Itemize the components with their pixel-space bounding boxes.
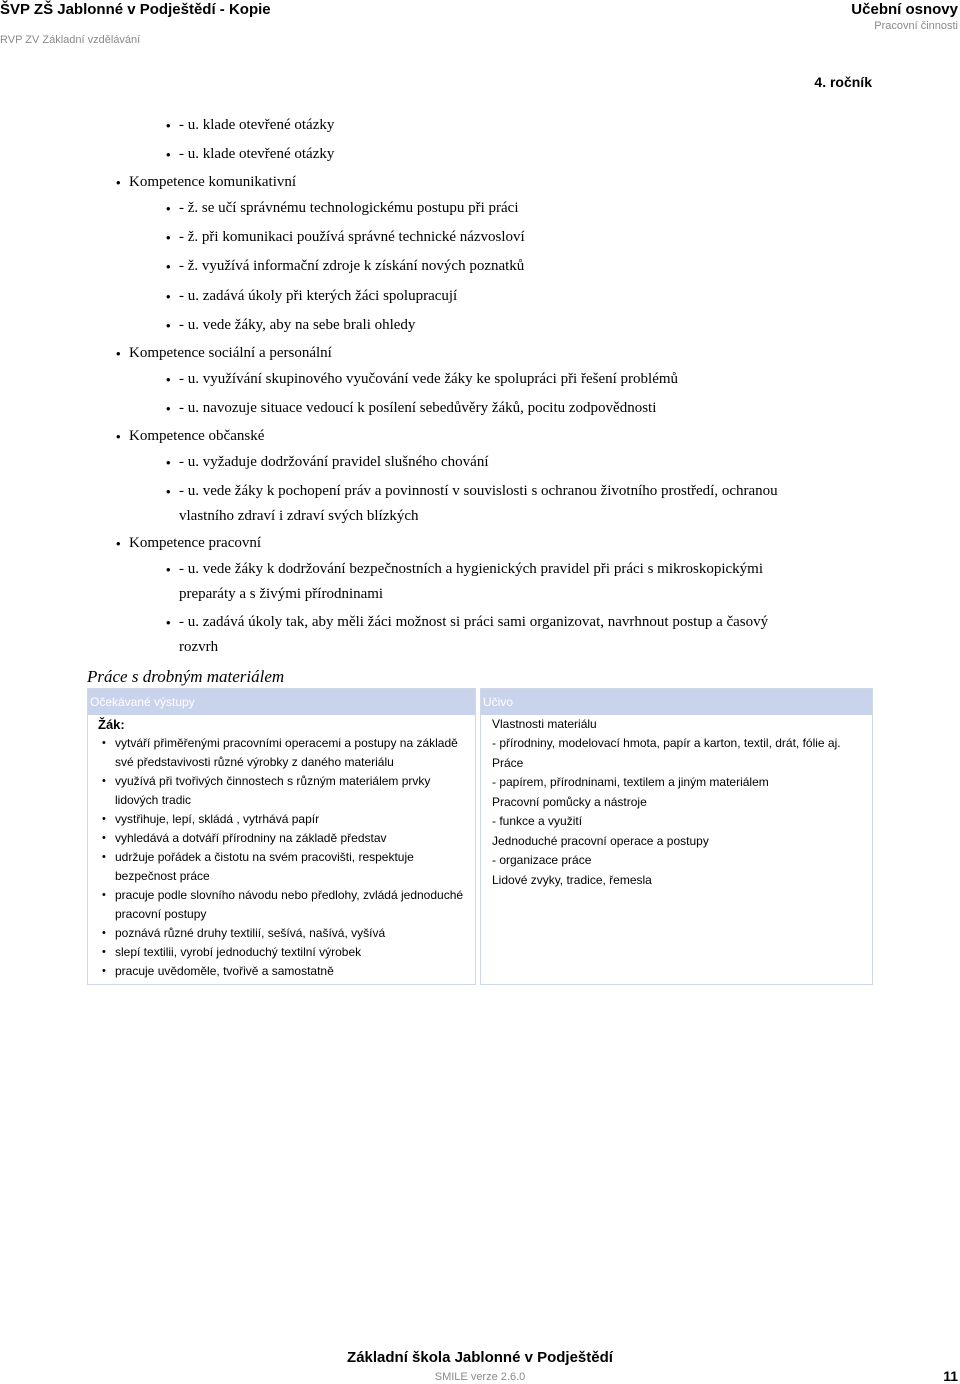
competence-item: • - u. klade otevřené otázky: [179, 142, 334, 167]
output-item: • vytváří přiměřenými pracovními operacemi a postupy na základě: [115, 734, 458, 753]
output-item-continuation: lidových tradic: [115, 793, 192, 807]
grade-label: 4. ročník: [814, 74, 872, 90]
curriculum-item: Pracovní pomůcky a nástroje: [492, 795, 647, 809]
curriculum-item: Práce: [492, 756, 524, 770]
competence-heading: • Kompetence sociální a personální: [129, 341, 332, 366]
output-item: • slepí textilii, vyrobí jednoduchý textilní výrobek: [115, 943, 361, 962]
output-item: • vyhledává a dotváří přírodniny na základě představ: [115, 829, 387, 848]
competence-item: • - u. klade otevřené otázky: [179, 113, 334, 138]
competence-item: • - u. navozuje situace vedoucí k posílení sebedůvěry žáků, pocitu zodpovědnosti: [179, 396, 656, 421]
competence-item: • - ž. se učí správnému technologickému postupu při práci: [179, 196, 519, 221]
subject-name: Pracovní činnosti: [874, 20, 958, 32]
curriculum-item: Vlastnosti materiálu: [492, 717, 597, 731]
output-item: • pracuje podle slovního návodu nebo předlohy, zvládá jednoduché: [115, 886, 463, 905]
output-item: • pracuje uvědoměle, tvořivě a samostatně: [115, 962, 334, 981]
output-item-continuation: pracovní postupy: [115, 907, 207, 921]
outputs-header: Očekávané výstupy: [88, 689, 475, 715]
section-heading: Učební osnovy: [851, 1, 958, 18]
page-number: 11: [943, 1368, 958, 1384]
competence-item: • - u. zadává úkoly při kterých žáci spolupracují: [179, 284, 457, 309]
output-item-continuation: bezpečnost práce: [115, 869, 210, 883]
competence-item: • - u. vyžaduje dodržování pravidel slušného chování: [179, 450, 489, 475]
competence-item: • - u. vede žáky k dodržování bezpečnostních a hygienických pravidel při práci s mikroskopickými: [179, 557, 763, 582]
competence-heading: • Kompetence občanské: [129, 424, 264, 449]
competence-item: • - u. zadává úkoly tak, aby měli žáci možnost si práci sami organizovat, navrhnout postup a časový: [179, 610, 768, 635]
competence-item: • - ž. využívá informační zdroje k získání nových poznatků: [179, 254, 524, 279]
competence-item-continuation: rozvrh: [179, 639, 219, 655]
competence-item: • - u. vede žáky k pochopení práv a povinností v souvislosti s ochranou životního prostředí, ochranou: [179, 479, 778, 504]
curriculum-item: - organizace práce: [492, 853, 592, 867]
competence-item-continuation: vlastního zdraví i zdraví svých blízkých: [179, 508, 419, 524]
competence-item: • - ž. při komunikaci používá správné technické názvosloví: [179, 225, 525, 250]
footer-school-name: Základní škola Jablonné v Podještědí: [347, 1349, 613, 1366]
document-subtitle: RVP ZV Základní vzdělávání: [0, 34, 141, 46]
competence-item-continuation: preparáty a s živými přírodninami: [179, 586, 384, 602]
output-item: • vystřihuje, lepí, skládá , vytrhává papír: [115, 810, 319, 829]
competence-item: • - u. využívání skupinového vyučování vede žáky ke spolupráci při řešení problémů: [179, 367, 678, 392]
curriculum-item: - přírodniny, modelovací hmota, papír a karton, textil, drát, fólie aj.: [492, 736, 841, 750]
competence-heading: • Kompetence pracovní: [129, 531, 261, 556]
document-title: ŠVP ZŠ Jablonné v Podještědí - Kopie: [0, 1, 271, 18]
curriculum-item: - funkce a využití: [492, 814, 583, 828]
output-item: • využívá při tvořivých činnostech s různým materiálem prvky: [115, 772, 430, 791]
curriculum-item: - papírem, přírodninami, textilem a jiným materiálem: [492, 775, 769, 789]
curriculum-item: Jednoduché pracovní operace a postupy: [492, 834, 709, 848]
output-item: • poznává různé druhy textilií, sešívá, našívá, vyšívá: [115, 924, 385, 943]
curriculum-header: Učivo: [481, 689, 872, 715]
footer-version: SMILE verze 2.6.0: [434, 1371, 526, 1383]
output-item-continuation: své představivosti různé výrobky z daného materiálu: [115, 755, 394, 769]
topic-title: Práce s drobným materiálem: [87, 667, 285, 686]
competence-heading: • Kompetence komunikativní: [129, 170, 296, 195]
curriculum-item: Lidové zvyky, tradice, řemesla: [492, 873, 652, 887]
output-item: • udržuje pořádek a čistotu na svém pracovišti, respektuje: [115, 848, 414, 867]
student-label: Žák:: [98, 717, 125, 732]
competence-item: • - u. vede žáky, aby na sebe brali ohledy: [179, 313, 415, 338]
